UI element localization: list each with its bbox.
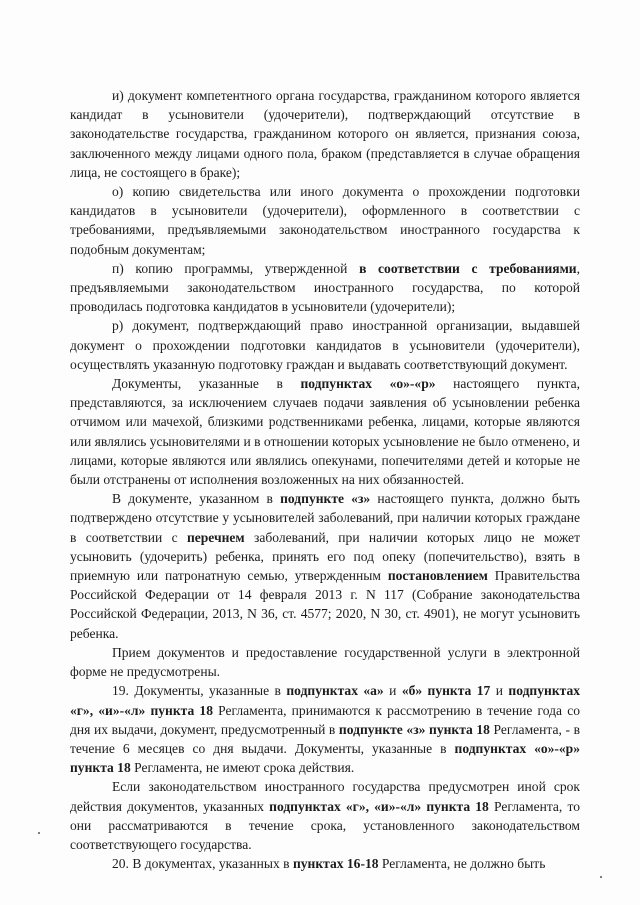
legal-reference-link[interactable]: пунктах 16-18 xyxy=(292,856,379,872)
paragraph-text: настоящего пункта, должно быть подтверждено отсутствие у усыновителей заболеваний, при наличии которых граждане в соответствии с xyxy=(70,491,580,545)
paragraph-text: В документе, указанном в xyxy=(112,491,281,507)
paragraph xyxy=(70,374,580,489)
paragraph xyxy=(70,643,580,681)
paragraph xyxy=(70,259,580,317)
paragraph-text: настоящего пункта, представляются, за исключением случаев подачи заявления об усыновлении ребенка отчимом или мачехой, близкими родственниками ребенка, лицами, которые являются или являлись усыновителями и в отношении которых усыновление не было отменено, и лицами, которые являются или являлись опекунами, попечителями детей и которые не были отстранены от исполнения возложенных на них обязанностей. xyxy=(70,376,580,488)
legal-reference-link[interactable]: подпунктах «о»-«р» xyxy=(300,376,436,392)
paragraph-text: и) документ компетентного органа государства, гражданином которого является кандидат в усыновители (удочерители), подтверждающий отсутствие в законодательстве государства, гражданином которого он является, признания союза, заключенного между лицами одного пола, браком (представляется в случае обращения лица, не состоящего в браке); xyxy=(70,88,580,180)
paragraph xyxy=(70,854,580,873)
paragraph-text: 20. В документах, указанных в xyxy=(112,856,293,872)
paragraph-text: о) копию свидетельства или иного документа о прохождении подготовки кандидатов в усыновители (удочерители), оформленного в соответствии с требованиями, предъявляемыми законодательством иностранного государства к подобным документам; xyxy=(70,184,580,257)
paragraph-text: р) документ, подтверждающий право иностранной организации, выдавшей документ о прохождении подготовки кандидатов в усыновители (удочерители), осуществлять указанную подготовку граждан и выдавать соответствующий документ. xyxy=(70,318,580,372)
paragraph-text: 19. Документы, указанные в xyxy=(112,683,287,699)
paragraph-text: и xyxy=(383,683,402,699)
paragraph xyxy=(70,316,580,374)
paragraph-text: и xyxy=(490,683,509,699)
legal-reference-link[interactable]: подпунктах «о»-«р» пункта 18 xyxy=(70,740,580,776)
legal-reference-link[interactable]: подпунктах «г», «и»-«л» пункта 18 xyxy=(269,798,489,814)
paragraph xyxy=(70,489,580,643)
paragraph-text: Правительства Российской Федерации от 14 февраля 2013 г. N 117 (Собрание законодательства Российской Федерации, 2013, N 36, ст. 4577; 2020, N 30, ст. 4901), не могут усыновить ребенка. xyxy=(70,568,580,641)
paragraph-text: Регламента, - в течение 6 месяцев со дня выдачи. Документы, указанные в xyxy=(70,721,580,756)
paragraph xyxy=(70,777,580,854)
paragraph-text: Если законодательством иностранного государства предусмотрен иной срок действия документов, указанных xyxy=(70,779,580,814)
paragraph-text: заболеваний, при наличии которых лицо не может усыновить (удочерить) ребенка, принять его под опеку (попечительство), взять в приемную или патронатную семью, утвержденным xyxy=(70,529,580,584)
paragraph-text: Прием документов и предоставление государственной услуги в электронной форме не предусмотрены. xyxy=(70,644,580,680)
legal-reference-link[interactable]: подпунктах «а» xyxy=(286,683,384,699)
paragraph xyxy=(70,681,580,777)
legal-reference-link[interactable]: постановлением xyxy=(387,568,488,584)
document-body xyxy=(70,86,580,873)
legal-reference-link[interactable]: перечнем xyxy=(186,529,245,545)
legal-reference-link[interactable]: подпункте «з» пункта 18 xyxy=(338,721,490,737)
paragraph-text: Регламента, то они рассматриваются в течение срока, установленного законодательством соответствующего государства. xyxy=(70,798,580,852)
legal-reference-link[interactable]: подпунктах «г», «и»-«л» пункта 18 xyxy=(70,683,580,718)
paragraph xyxy=(70,86,580,182)
paragraph-text: Регламента, не имеют срока действия. xyxy=(130,760,355,776)
paragraph-text: Регламента, принимаются к рассмотрению в течение года со дня их выдачи, документ, предусмотренный в xyxy=(70,702,580,737)
paragraph xyxy=(70,182,580,259)
scan-speck xyxy=(600,876,602,878)
paragraph-text: п) копию программы, утвержденной xyxy=(112,260,360,276)
paragraph-text: , предъявляемыми законодательством иностранного государства, по которой проводилась подготовка кандидатов в усыновители (удочерители); xyxy=(70,260,581,315)
paragraph-text: Регламента, не должно быть xyxy=(378,856,546,872)
legal-reference-link[interactable]: «б» пункта 17 xyxy=(401,683,491,699)
paragraph-text: Документы, указанные в xyxy=(112,376,301,392)
legal-reference-link[interactable]: подпункте «з» xyxy=(280,491,371,507)
legal-reference-link[interactable]: в соответствии с требованиями xyxy=(359,260,577,276)
scan-speck xyxy=(38,832,40,834)
